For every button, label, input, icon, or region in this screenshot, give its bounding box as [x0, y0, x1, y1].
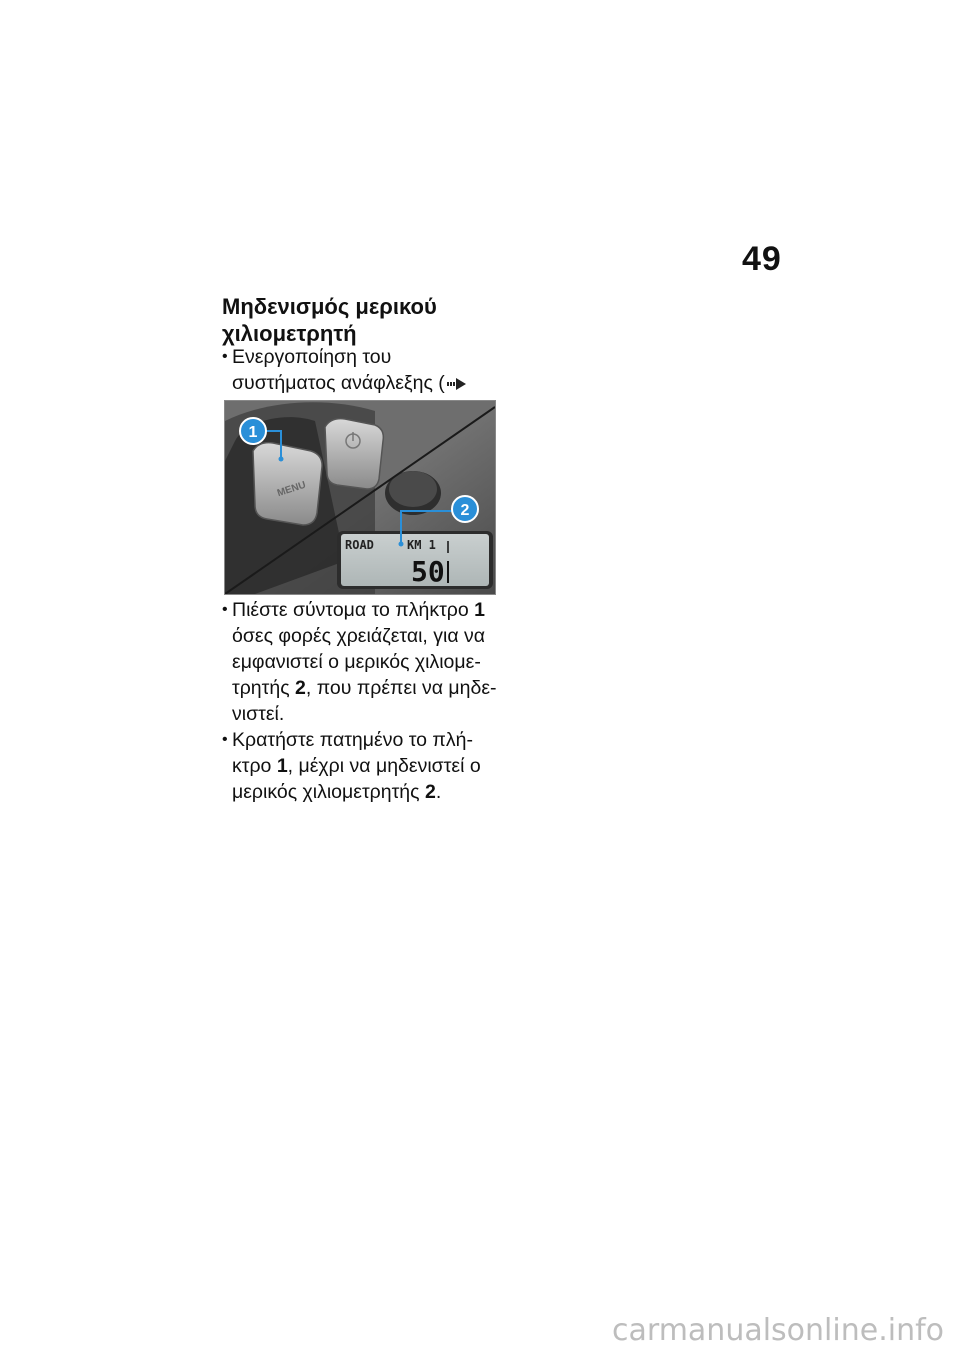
key-reference: 1 [474, 599, 486, 621]
page-reference-arrow-icon [447, 378, 467, 390]
instrument-cluster-figure [224, 400, 496, 595]
list-item: • Πιέστε σύντομα το πλήκτρο 1 όσες φορές χρειάζεται, για να εμφανιστεί ο μερικός χιλιομετρητής 2, που πρέπει να μηδενιστεί. [222, 599, 497, 725]
bullet-icon: • [222, 348, 228, 365]
step-text: Ενεργοποίηση του συστήματος ανάφλεξης ( [232, 346, 445, 394]
section-title: Μηδενισμός μερικού χιλιομετρητή [222, 294, 437, 346]
callout-2-label: 2 [460, 502, 470, 519]
key-reference: 1 [276, 755, 288, 777]
cluster-illustration [225, 401, 495, 594]
watermark: carmanualsonline.info [612, 1313, 944, 1348]
power-button [325, 419, 383, 489]
bullet-icon: • [222, 731, 228, 748]
lcd-display [337, 531, 493, 589]
display-trip: KM 1 [407, 538, 436, 552]
list-item: • Κρατήστε πατημένο το πλήκτρο 1, μέχρι να μηδενιστεί ο μερικός χιλιομετρητής 2. [222, 729, 481, 803]
menu-button [253, 443, 322, 525]
key-reference: 2 [424, 781, 436, 803]
page-number: 49 [742, 240, 782, 278]
key-reference: 2 [295, 677, 306, 699]
callout-1-label: 1 [248, 424, 258, 441]
step-list [222, 597, 500, 805]
display-value: 50 [411, 555, 445, 588]
display-mode: ROAD [345, 538, 374, 552]
bullet-icon: • [222, 601, 228, 618]
menu-label: MENU [275, 479, 308, 500]
